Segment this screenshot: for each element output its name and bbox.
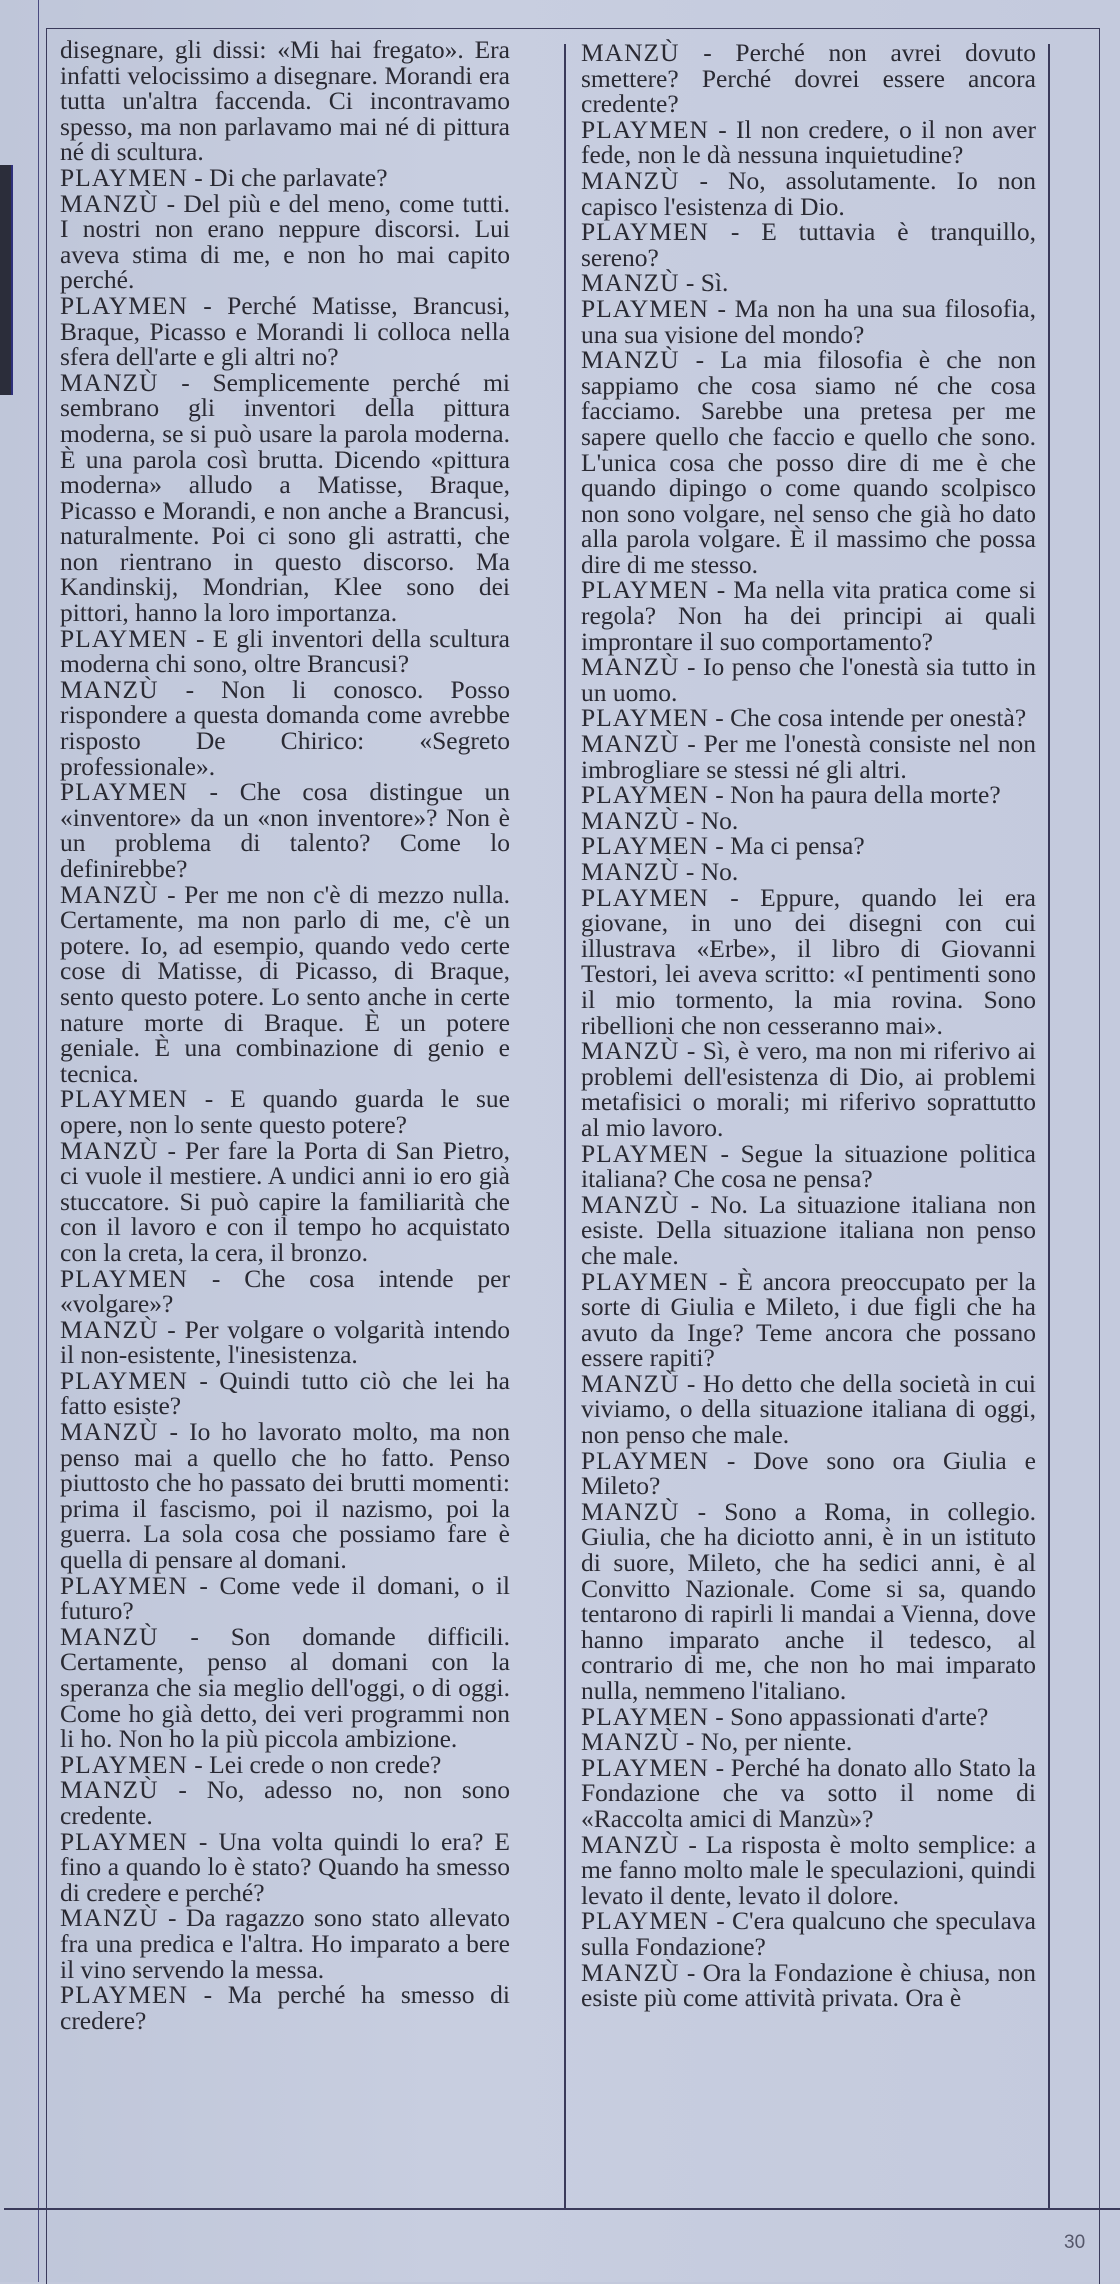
dialogue-turn [60, 1135, 510, 1267]
speaker-separator: - [679, 652, 704, 682]
dialogue-turn [60, 674, 510, 781]
dialogue-turn [60, 1777, 510, 1828]
speaker-name: MANZÙ [60, 367, 159, 397]
dialogue-turn [581, 1368, 1036, 1450]
dialogue-turn [581, 1266, 1036, 1373]
dialogue-text: No, adesso no, non sono credente. [60, 1775, 510, 1830]
dialogue-turn [581, 347, 1036, 577]
speaker-name: MANZÙ [581, 857, 680, 886]
dialogue-text: Una volta quindi lo era? E fino a quando lo è stato? Quando ha smesso di credere e perché? [60, 1826, 510, 1907]
speaker-separator: - [187, 162, 210, 192]
dialogue-text: No. [700, 805, 739, 835]
outer-margin-rule [38, 0, 39, 2282]
dialogue-text: Io penso che l'onestà sia tutto in un uomo. [581, 652, 1036, 707]
dialogue-turn [581, 1957, 1036, 2013]
dialogue-turn [581, 293, 1036, 349]
speaker-name: PLAYMEN [581, 293, 709, 323]
speaker-name: PLAYMEN [60, 777, 188, 807]
dialogue-turn [581, 1138, 1037, 1194]
speaker-name: MANZÙ [581, 1829, 680, 1859]
speaker-separator: - [158, 188, 184, 218]
speaker-name: PLAYMEN [581, 114, 709, 144]
speaker-name: PLAYMEN [581, 1906, 709, 1936]
speaker-name: MANZÙ [581, 268, 680, 298]
dialogue-turn [60, 779, 510, 881]
speaker-separator: - [187, 1570, 220, 1600]
dialogue-text: Che cosa intende per «volgare»? [60, 1263, 510, 1319]
dialogue-turn [60, 188, 510, 295]
dialogue-turn [581, 654, 1036, 705]
speaker-separator: - [679, 1368, 703, 1398]
dialogue-text: Ma ci pensa? [730, 831, 865, 861]
dialogue-text: Ma nella vita pratica come si regola? Non ha dei principi ai quali improntare il suo comportamento? [581, 575, 1036, 656]
speaker-name: PLAYMEN [60, 623, 188, 653]
dialogue-text: Perché Matisse, Brancusi, Braque, Picasso e Morandi li colloca nella sfera dell'arte e gli altri no? [60, 290, 510, 372]
speaker-separator: - [708, 575, 734, 605]
dialogue-text: Sì. [700, 268, 729, 298]
speaker-separator: - [158, 1621, 231, 1651]
speaker-separator: - [187, 1084, 231, 1114]
speaker-separator: - [158, 1775, 207, 1805]
dialogue-text: Ora la Fondazione è chiusa, non esiste più come attività privata. Ora è [581, 1957, 1036, 2013]
speaker-separator: - [187, 290, 228, 320]
speaker-name: PLAYMEN [581, 1266, 709, 1296]
dialogue-turn [60, 1419, 510, 1573]
speaker-name: PLAYMEN [581, 1445, 709, 1475]
continued-text [60, 37, 510, 165]
speaker-name: PLAYMEN [581, 1752, 709, 1782]
dialogue-text: Per volgare o volgarità intendo il non-esistente, l'inesistenza. [60, 1314, 511, 1370]
dialogue-text: Son domande difficili. Certamente, penso al domani con la speranza che sia meglio dell'oggi, o di oggi. Come ho già detto, dei veri programmi non li ho. Non ho la più piccola ambizione. [60, 1621, 510, 1754]
dialogue-text: Eppure, quando lei era giovane, in uno dei disegni con cui illustrava «Erbe», il libro di Giovanni Testori, lei aveva scritto: «I pentimenti sono il mio tormento, la mia rovina. Sono ribellioni che non cesseranno mai». [581, 882, 1036, 1040]
speaker-name: PLAYMEN [60, 1084, 188, 1114]
speaker-separator: - [679, 345, 721, 375]
dialogue-turn [60, 162, 510, 192]
speaker-name: MANZÙ [581, 165, 680, 195]
dialogue-text: Per me non c'è di mezzo nulla. Certamente, ma non parlo di me, c'è un potere. Io, ad esempio, quando vedo certe cose di Matisse, di Picasso, di Braque, sento questo potere. Lo sento anche in certe nature morte di Braque. È un potere geniale. È una combinazione di genio e tecnica. [60, 879, 510, 1088]
dialogue-text: Non li conosco. Posso rispondere a questa domanda come avrebbe risposto De Chirico: «Segreto professionale». [60, 674, 510, 781]
speaker-name: MANZÙ [581, 652, 680, 682]
dialogue-text: Da ragazzo sono stato allevato fra una predica e l'altra. Ho imparato a bere il vino servendo la messa. [60, 1903, 510, 1984]
dialogue-turn [581, 805, 1036, 835]
speaker-separator: - [679, 1189, 711, 1219]
frame-bottom-rule [4, 2208, 1120, 2210]
speaker-separator: - [679, 165, 729, 195]
speaker-name: MANZÙ [581, 345, 680, 375]
speaker-separator: - [708, 882, 761, 912]
dialogue-turn [581, 1189, 1036, 1270]
speaker-separator: - [187, 1980, 228, 2010]
speaker-name: MANZÙ [581, 1496, 680, 1526]
speaker-separator: - [679, 729, 704, 759]
dialogue-text: Semplicemente perché mi sembrano gli inventori della pittura moderna, se si può usare la parola moderna. È una parola così brutta. Dicendo «pittura moderna» alludo a Matisse, Braque, Picasso e Morandi, e non anche a Brancusi, naturalmente. Poi ci sono gli astratti, che non rientrano in questo discorso. Ma Kandinskij, Mondrian, Klee sono dei pittori, hanno la loro importanza. [60, 367, 510, 628]
dialogue-text: Segue la situazione politica italiana? Che cosa ne pensa? [581, 1138, 1037, 1194]
speaker-name: PLAYMEN [60, 162, 188, 192]
dialogue-text: E tuttavia è tranquillo, sereno? [581, 217, 1036, 272]
speaker-separator: - [708, 1138, 741, 1168]
speaker-name: PLAYMEN [581, 703, 709, 733]
speaker-separator: - [679, 1957, 703, 1987]
dialogue-text: disegnare, gli dissi: «Mi hai fregato». Era infatti velocissimo a disegnare. Morandi era tutta un'altra faccenda. Ci incontravamo spesso, ma non parlavamo mai né di pittura né di scultura. [60, 35, 510, 167]
column-divider [564, 44, 566, 2209]
dialogue-text: E quando guarda le sue opere, non lo sente questo potere? [60, 1084, 510, 1139]
dialogue-turn [60, 1263, 510, 1319]
speaker-separator: - [708, 217, 762, 247]
dialogue-text: Sono a Roma, in collegio. Giulia, che ha diciotto anni, è in un istituto di suore, Mileto, che ha sedici anni, è al Convitto Nazionale. Come si sa, quando tentarono di rapirli li mandai a Vienna, dove hanno imparato anche il tedesco, al contrario di me, che non ho mai imparato nulla, nemmeno l'italiano. [581, 1496, 1036, 1705]
page-number: 30 [1064, 2232, 1086, 2253]
dialogue-turn [60, 1086, 510, 1137]
speaker-name: PLAYMEN [581, 1138, 709, 1168]
dialogue-text: No, per niente. [700, 1727, 853, 1757]
dialogue-turn [581, 165, 1036, 221]
dialogue-text: C'era qualcuno che speculava sulla Fondazione? [581, 1906, 1036, 1961]
dialogue-text: Di che parlavate? [209, 162, 388, 192]
speaker-name: MANZÙ [60, 879, 159, 909]
speaker-separator: - [708, 831, 731, 861]
left-column [60, 37, 510, 2033]
speaker-name: MANZÙ [581, 38, 680, 67]
dialogue-turn [581, 705, 1036, 731]
dialogue-text: È ancora preoccupato per la sorte di Giulia e Mileto, i due figli che ha avuto da Inge? Teme ancora che possano essere rapiti? [581, 1266, 1036, 1373]
speaker-separator: - [679, 1829, 706, 1859]
speaker-separator: - [679, 1496, 725, 1526]
dialogue-text: Ma non ha una sua filosofia, una sua visione del mondo? [581, 293, 1036, 349]
dialogue-text: Ma perché ha smesso di credere? [60, 1980, 511, 2035]
dialogue-text: Sono appassionati d'arte? [730, 1701, 989, 1731]
speaker-name: PLAYMEN [60, 1980, 188, 2010]
speaker-separator: - [679, 857, 701, 886]
speaker-name: MANZÙ [60, 1135, 159, 1165]
dialogue-text: Che cosa distingue un «inventore» da un «non inventore»? Non è un problema di talento? Come lo definirebbe? [60, 777, 510, 883]
speaker-separator: - [679, 1727, 701, 1757]
dialogue-turn [60, 1365, 510, 1421]
speaker-name: MANZÙ [60, 674, 159, 704]
speaker-separator: - [679, 268, 701, 298]
dialogue-turn [581, 1752, 1036, 1833]
dialogue-text: Perché ha donato allo Stato la Fondazione che va sotto il nome di «Raccolta amici di Manzù»? [581, 1752, 1036, 1833]
dialogue-text: Che cosa intende per onestà? [730, 703, 1027, 733]
dialogue-turn [581, 114, 1036, 170]
speaker-separator: - [708, 1906, 732, 1936]
dialogue-text: Quindi tutto ciò che lei ha fatto esiste? [60, 1365, 510, 1421]
dialogue-text: Per fare la Porta di San Pietro, ci vuole il mestiere. A undici anni io ero già stuccatore. Si può capire la familiarità che con il lavoro e con il tempo ho acquistato con la creta, la cera, il bronzo. [60, 1135, 510, 1267]
speaker-separator: - [708, 1445, 754, 1475]
dialogue-turn [581, 1038, 1036, 1140]
dialogue-turn [60, 879, 510, 1088]
right-column [581, 40, 1036, 2011]
dialogue-text: Dove sono ora Giulia e Mileto? [581, 1445, 1036, 1501]
speaker-separator: - [708, 1266, 738, 1296]
dialogue-text: Per me l'onestà consiste nel non imbrogliare se stessi né gli altri. [581, 729, 1036, 784]
speaker-name: PLAYMEN [60, 1263, 188, 1293]
speaker-name: MANZÙ [581, 729, 680, 759]
dialogue-turn [60, 1905, 510, 1982]
speaker-separator: - [708, 1752, 731, 1782]
dialogue-text: No. La situazione italiana non esiste. Della situazione italiana non penso che male. [581, 1189, 1036, 1270]
speaker-name: PLAYMEN [60, 1826, 188, 1856]
speaker-separator: - [679, 805, 701, 835]
speaker-name: PLAYMEN [60, 290, 188, 320]
speaker-separator: - [708, 293, 735, 323]
dialogue-turn [581, 1701, 1036, 1731]
speaker-name: MANZÙ [60, 1775, 159, 1805]
dialogue-turn [581, 782, 1036, 808]
speaker-separator: - [708, 780, 731, 810]
speaker-separator: - [158, 1314, 185, 1344]
dialogue-text: La mia filosofia è che non sappiamo che cosa siamo né che cosa facciamo. Sarebbe una pretesa per me sapere quello che faccio e quello che sono. L'unica cosa che posso dire di me è che quando dipingo o come quando scolpisco non sono volgare, nel senso che già ho dato alla parola volgare. È il massimo che possa dire di me stesso. [581, 345, 1036, 579]
dialogue-turn [581, 1496, 1036, 1705]
speaker-separator: - [187, 1365, 220, 1395]
speaker-name: PLAYMEN [581, 882, 709, 912]
dialogue-turn [60, 1570, 510, 1626]
speaker-name: MANZÙ [581, 1957, 680, 1987]
speaker-name: MANZÙ [581, 1189, 680, 1219]
dialogue-turn [581, 270, 1036, 296]
frame-right-rule [1048, 44, 1050, 2209]
adjacent-page-edge [0, 165, 13, 395]
speaker-separator: - [187, 1749, 210, 1779]
dialogue-turn [581, 731, 1036, 782]
dialogue-text: E gli inventori della scultura moderna chi sono, oltre Brancusi? [60, 623, 510, 679]
speaker-name: MANZÙ [581, 1036, 680, 1066]
dialogue-turn [60, 367, 510, 628]
dialogue-turn [581, 1729, 1036, 1755]
dialogue-text: No, assolutamente. Io non capisco l'esistenza di Dio. [581, 165, 1036, 221]
dialogue-turn [60, 1982, 510, 2033]
dialogue-turn [581, 1908, 1036, 1959]
speaker-separator: - [158, 1135, 185, 1165]
speaker-separator: - [187, 777, 240, 807]
dialogue-text: Sì, è vero, ma non mi riferivo ai problemi dell'esistenza di Dio, ai problemi metafisici o morali; mi riferivo soprattutto al mio lavoro. [581, 1036, 1036, 1142]
speaker-name: PLAYMEN [581, 780, 709, 810]
speaker-separator: - [158, 879, 185, 909]
dialogue-turn [581, 859, 1036, 885]
dialogue-turn [60, 290, 510, 372]
dialogue-turn [581, 833, 1036, 859]
dialogue-turn [60, 1314, 511, 1370]
dialogue-text: Non ha paura della morte? [730, 780, 1001, 810]
speaker-separator: - [708, 1701, 731, 1731]
speaker-separator: - [158, 674, 222, 704]
dialogue-text: Lei crede o non crede? [209, 1749, 442, 1779]
dialogue-text: Come vede il domani, o il futuro? [60, 1570, 510, 1626]
dialogue-turn [60, 1749, 510, 1779]
dialogue-turn [581, 577, 1036, 654]
speaker-name: MANZÙ [60, 1417, 159, 1447]
speaker-separator: - [708, 114, 736, 144]
speaker-name: MANZÙ [581, 1727, 680, 1757]
speaker-name: PLAYMEN [60, 1749, 188, 1779]
speaker-separator: - [158, 1417, 190, 1447]
speaker-name: PLAYMEN [581, 217, 709, 247]
speaker-name: MANZÙ [581, 1368, 680, 1398]
dialogue-turn [581, 1445, 1036, 1501]
speaker-separator: - [158, 1903, 186, 1933]
speaker-name: MANZÙ [60, 1621, 159, 1651]
dialogue-turn [581, 40, 1036, 117]
speaker-name: PLAYMEN [581, 575, 709, 605]
dialogue-text: La risposta è molto semplice: a me fanno molto male le speculazioni, quindi levato il dente, levato il dolore. [581, 1829, 1036, 1910]
dialogue-turn [60, 623, 510, 679]
speaker-name: MANZÙ [60, 1314, 159, 1344]
dialogue-text: Perché non avrei dovuto smettere? Perché dovrei essere ancora credente? [581, 38, 1036, 119]
speaker-name: MANZÙ [60, 1903, 159, 1933]
speaker-name: MANZÙ [581, 805, 680, 835]
dialogue-turn [581, 882, 1036, 1040]
dialogue-turn [581, 219, 1036, 270]
dialogue-text: Ho detto che della società in cui viviamo, o della situazione italiana di oggi, non penso che male. [581, 1368, 1036, 1450]
speaker-name: PLAYMEN [581, 1701, 709, 1731]
speaker-name: MANZÙ [60, 188, 159, 218]
speaker-separator: - [187, 623, 213, 653]
speaker-separator: - [679, 38, 736, 67]
speaker-separator: - [679, 1036, 703, 1066]
dialogue-text: No. [700, 857, 739, 886]
dialogue-turn [60, 1826, 510, 1907]
speaker-separator: - [187, 1263, 245, 1293]
dialogue-text: Io ho lavorato molto, ma non penso mai a quello che ho fatto. Penso piuttosto che ho passato dei brutti momenti: prima il fascismo, poi il nazismo, poi la guerra. La sola cosa che possiamo fare è quella di pensare al domani. [60, 1417, 510, 1575]
speaker-separator: - [158, 367, 213, 397]
speaker-name: PLAYMEN [60, 1365, 188, 1395]
dialogue-turn [60, 1621, 510, 1754]
speaker-separator: - [187, 1826, 219, 1856]
dialogue-text: Del più e del meno, come tutti. I nostri non erano neppure discorsi. Lui aveva stima di me, e non ho mai capito perché. [60, 188, 510, 295]
speaker-separator: - [708, 703, 731, 733]
speaker-name: PLAYMEN [60, 1570, 188, 1600]
dialogue-text: Il non credere, o il non aver fede, non le dà nessuna inquietudine? [581, 114, 1036, 170]
dialogue-turn [581, 1829, 1036, 1910]
speaker-name: PLAYMEN [581, 831, 709, 861]
